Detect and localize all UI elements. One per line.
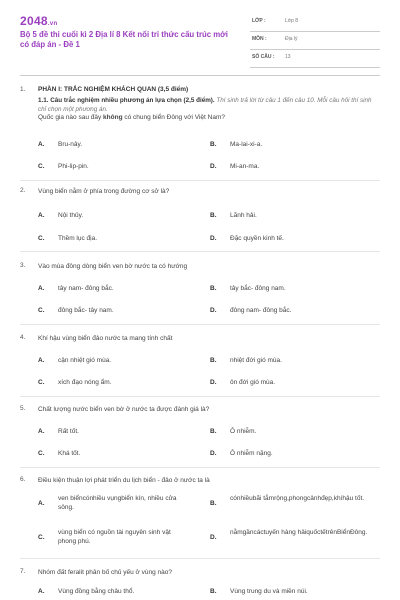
option-text: Rất tốt. <box>58 428 79 435</box>
question-7 <box>20 568 380 600</box>
question-number: 2. <box>20 187 26 194</box>
meta-value: 13 <box>285 54 291 60</box>
option-letter: A. <box>38 141 45 148</box>
option-text: tây bắc- đông nam. <box>230 285 286 292</box>
option-text: cónhiềubãi tắmrộng,phongcảnhđẹp,khíhậu tốt. <box>230 495 365 502</box>
option-text: Phi-lip-pin. <box>58 163 89 170</box>
question-number: 1. <box>20 86 26 93</box>
logo-suffix: .vn <box>47 21 58 27</box>
option-letter: D. <box>210 163 217 170</box>
option-text: ven biểncónhiều vụngbiển kín, nhiều cửa sông. <box>58 495 177 511</box>
meta-row-class <box>250 14 380 32</box>
question-5 <box>20 405 380 465</box>
question-text: Vùng biển nằm ở phía trong đường cơ sở là? <box>38 188 170 195</box>
option-text: nhiệt đới gió mùa. <box>230 357 282 364</box>
question-separator <box>20 180 380 181</box>
option-text: đông nam- đông bắc. <box>230 307 292 314</box>
option-text: Bru-nây. <box>58 141 83 148</box>
site-logo[interactable] <box>20 14 57 28</box>
meta-table <box>250 14 380 68</box>
question-1 <box>20 86 380 190</box>
part-title: PHẦN I: TRẮC NGHIỆM KHÁCH QUAN (3,5 điểm) <box>38 86 189 93</box>
meta-row-subject <box>250 32 380 50</box>
option-letter: D. <box>210 450 217 457</box>
header-divider <box>20 75 380 76</box>
question-number: 6. <box>20 476 26 483</box>
logo-text: 2048 <box>20 14 48 28</box>
option-text: Đặc quyền kinh tế. <box>230 235 284 242</box>
option-letter: B. <box>210 212 217 219</box>
question-2 <box>20 187 380 247</box>
option-text: Ô nhiễm nặng. <box>230 450 273 457</box>
question-4 <box>20 334 380 394</box>
question-text: Điều kiện thuận lợi phát triển du lịch biển - đảo ở nước ta là <box>38 477 210 484</box>
emphasis-word: không <box>103 114 123 121</box>
question-separator <box>20 467 380 468</box>
option-letter: D. <box>210 379 217 386</box>
option-text: ôn đới gió mùa. <box>230 379 276 386</box>
option-text: Ô nhiễm. <box>230 428 257 435</box>
meta-value: Địa lý <box>285 36 298 42</box>
option-text: Mi-an-ma. <box>230 163 260 170</box>
option-letter: D. <box>210 534 217 541</box>
question-3 <box>20 262 380 322</box>
option-text: Khá tốt. <box>58 450 81 457</box>
option-letter: A. <box>38 500 45 507</box>
option-letter: A. <box>38 285 45 292</box>
part-subtitle <box>38 96 378 114</box>
option-text: Vùng đồng bằng châu thổ. <box>58 588 135 595</box>
option-letter: C. <box>38 163 45 170</box>
question-number: 7. <box>20 568 26 575</box>
option-letter: C. <box>38 307 45 314</box>
question-text: Quốc gia nào sau đây không có chung biển Đông với Việt Nam? <box>38 114 225 121</box>
question-text: Khí hậu vùng biển đảo nước ta mang tính chất <box>38 335 173 342</box>
option-text: tây nam- đông bắc. <box>58 285 114 292</box>
meta-label: MÔN : <box>252 36 267 42</box>
option-letter: B. <box>210 285 217 292</box>
question-number: 3. <box>20 262 26 269</box>
option-letter: B. <box>210 428 217 435</box>
option-text: Nội thủy. <box>58 212 84 219</box>
meta-value: Lớp 8 <box>285 18 299 24</box>
option-letter: A. <box>38 212 45 219</box>
subtitle-italic: Thí sinh trả lời từ câu 1 đến câu 10. Mỗi câu hỏi thí sinh chỉ chọn một phương án. <box>38 97 372 113</box>
document-header <box>0 0 400 72</box>
question-text: Vào mùa đông dòng biển ven bờ nước ta có hướng <box>38 263 188 270</box>
option-letter: B. <box>210 588 217 595</box>
question-number: 5. <box>20 405 26 412</box>
option-text: cận nhiệt gió mùa. <box>58 357 112 364</box>
option-text: Vùng trung du và miền núi. <box>230 588 308 595</box>
document-title: Bộ 5 đề thi cuối kì 2 Địa lí 8 Kết nối tri thức cấu trúc mới có đáp án - Đề 1 <box>20 30 228 49</box>
meta-row-count <box>250 50 380 68</box>
question-number: 4. <box>20 334 26 341</box>
option-text: xích đạo nóng ẩm. <box>58 379 112 386</box>
option-letter: A. <box>38 357 45 364</box>
question-separator <box>20 324 380 325</box>
option-letter: B. <box>210 357 217 364</box>
option-letter: C. <box>38 235 45 242</box>
question-text: Nhóm đất feralit phân bố chủ yếu ở vùng nào? <box>38 569 172 576</box>
option-letter: B. <box>210 500 217 507</box>
option-letter: A. <box>38 588 45 595</box>
subtitle-bold: 1.1. Câu trắc nghiệm nhiều phương án lựa chọn (2,5 điểm). <box>38 97 215 104</box>
question-separator <box>20 558 380 559</box>
option-letter: C. <box>38 379 45 386</box>
option-letter: A. <box>38 428 45 435</box>
meta-label: LỚP : <box>252 18 266 24</box>
option-text: đông bắc- tây nam. <box>58 307 114 314</box>
option-letter: D. <box>210 307 217 314</box>
option-letter: D. <box>210 235 217 242</box>
option-letter: C. <box>38 534 45 541</box>
question-separator <box>20 251 380 252</box>
meta-label: SỐ CÂU : <box>252 54 275 60</box>
question-6 <box>20 476 380 561</box>
question-text: Chất lượng nước biển ven bờ ở nước ta được đánh giá là? <box>38 406 210 413</box>
option-text: Ma-lai-xi-a. <box>230 141 263 148</box>
option-text: Thềm lục địa. <box>58 235 98 242</box>
option-letter: C. <box>38 450 45 457</box>
option-text: nằmgầncáctuyến hàng hảiquốctếtrênBiểnĐông. <box>230 529 368 536</box>
option-text: vùng biển có nguồn tài nguyên sinh vật phong phú. <box>58 529 171 545</box>
question-separator <box>20 396 380 397</box>
option-text: Lãnh hải. <box>230 212 257 219</box>
option-letter: B. <box>210 141 217 148</box>
